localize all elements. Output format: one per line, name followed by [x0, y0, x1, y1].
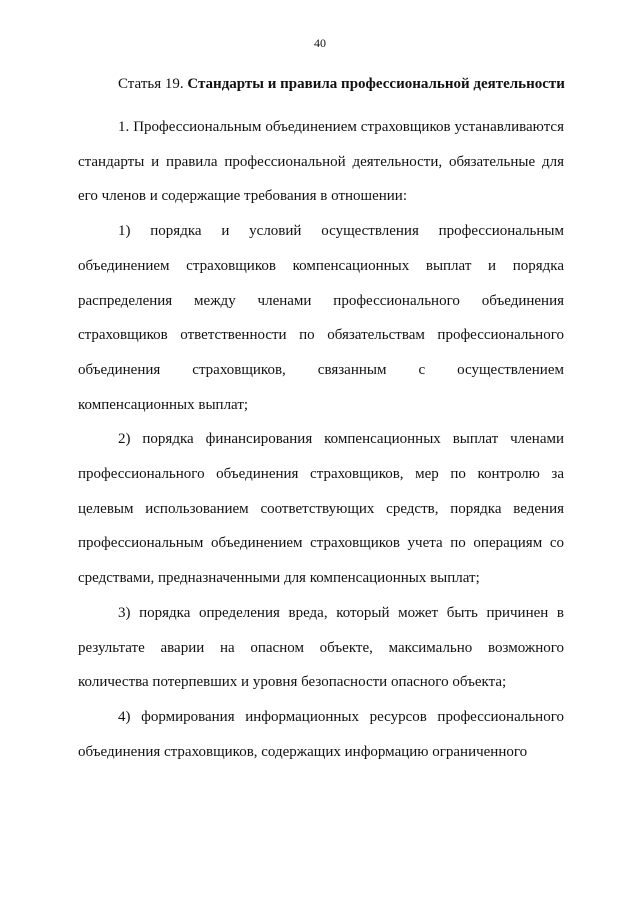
article-heading [78, 74, 568, 94]
list-item-1: 1) порядка и условий осуществления профессиональным объединением страховщиков компенсационных выплат и порядка распределения между членами профессионального объединения страховщиков ответственности по обязательствам профессионального объединения страховщиков, связанным с осуществлением компенсационных выплат; [78, 223, 564, 413]
page-number: 40 [314, 36, 326, 50]
article-body [78, 110, 564, 769]
paragraph-1: 1. Профессиональным объединением страховщиков устанавливаются стандарты и правила профессиональной деятельности, обязательные для его членов и содержащие требования в отношении: [78, 119, 564, 205]
article-title: Стандарты и правила профессиональной деятельности [187, 76, 565, 92]
list-item-3: 3) порядка определения вреда, который может быть причинен в результате аварии на опасном объекте, максимально возможного количества потерпевших и уровня безопасности опасного объекта; [78, 604, 564, 691]
list-item-4: 4) формирования информационных ресурсов профессионального объединения страховщиков, содержащих информацию ограниченного [78, 708, 564, 760]
list-item-2: 2) порядка финансирования компенсационных выплат членами профессионального объединения страховщиков, мер по контролю за целевым использованием соответствующих средств, порядка ведения профессиональным объединением страховщиков учета по операциям со средствами, предназначенными для компенсационных выплат; [78, 431, 564, 587]
article-number: Статья 19. [118, 76, 184, 92]
